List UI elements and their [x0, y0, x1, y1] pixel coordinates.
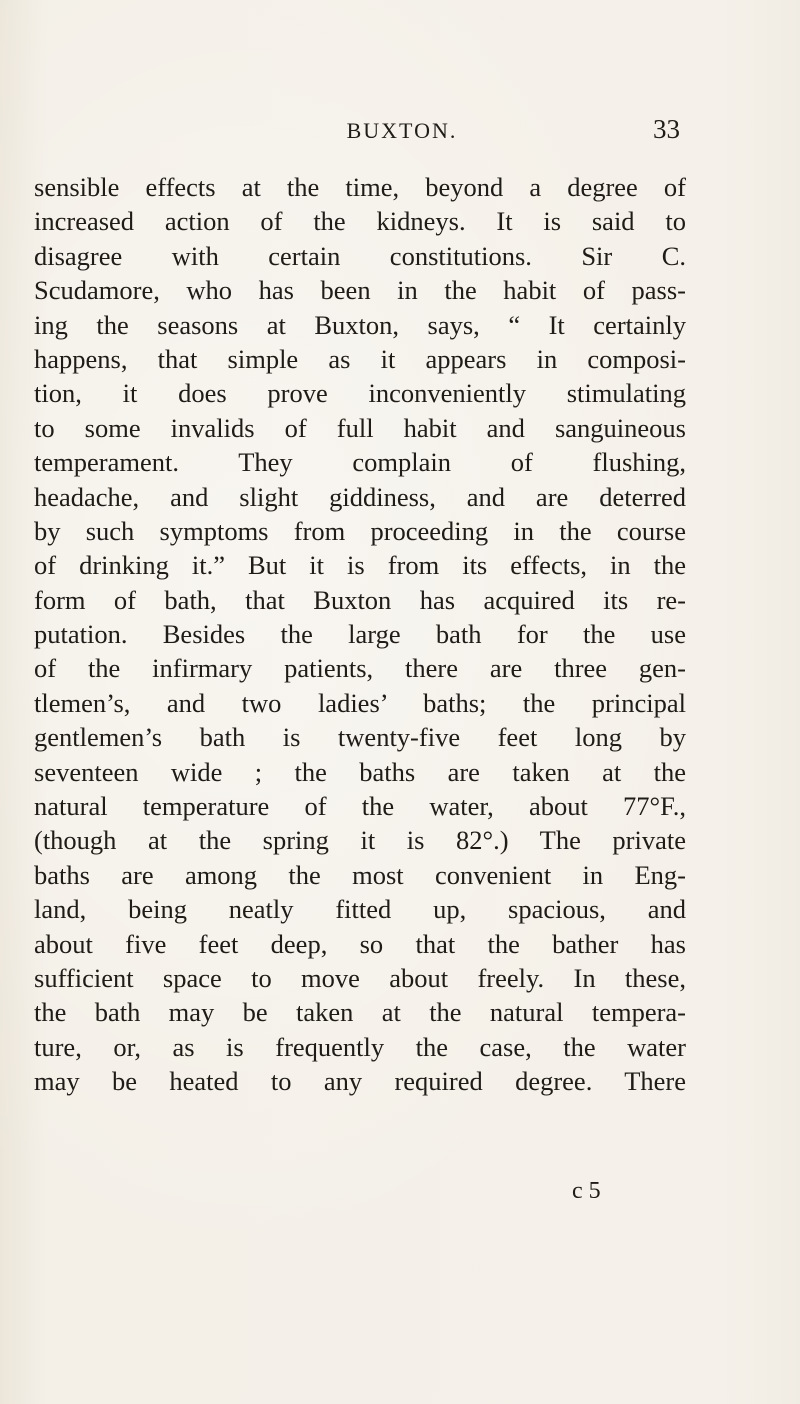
text-line: land, being neatly fitted up, spacious, and: [34, 894, 686, 925]
text-line: gentlemen’s bath is twenty-five feet long by: [34, 722, 686, 753]
text-line: may be heated to any required degree. There: [34, 1066, 686, 1097]
text-line: ture, or, as is frequently the case, the water: [34, 1031, 686, 1062]
page-number: 33: [653, 114, 680, 144]
text-line: of the infirmary patients, there are three gen-: [34, 653, 686, 684]
signature-mark: c 5: [572, 1178, 601, 1204]
text-line: increased action of the kidneys. It is said to: [34, 206, 686, 237]
text-line: sufficient space to move about freely. In these,: [34, 962, 686, 993]
text-line: of drinking it.” But it is from its effects, in the: [34, 550, 686, 581]
text-line: disagree with certain constitutions. Sir C.: [34, 240, 686, 271]
text-line: the bath may be taken at the natural tempera-: [34, 997, 686, 1028]
body-text: [34, 170, 686, 1099]
text-line: natural temperature of the water, about 77°F.,: [34, 791, 686, 822]
text-line: by such symptoms from proceeding in the course: [34, 515, 686, 546]
text-line: to some invalids of full habit and sanguineous: [34, 412, 686, 443]
text-line: Scudamore, who has been in the habit of pass-: [34, 275, 686, 306]
text-line: temperament. They complain of flushing,: [34, 447, 686, 478]
text-line: headache, and slight giddiness, and are deterred: [34, 481, 686, 512]
running-title: BUXTON.: [346, 118, 458, 143]
text-line: tion, it does prove inconveniently stimulating: [34, 378, 686, 409]
text-line: putation. Besides the large bath for the use: [34, 619, 686, 650]
text-line: sensible effects at the time, beyond a degree of: [34, 172, 686, 202]
text-line: tlemen’s, and two ladies’ baths; the principal: [34, 687, 686, 718]
text-line: happens, that simple as it appears in composi-: [34, 343, 686, 374]
text-line: (though at the spring it is 82°.) The private: [34, 825, 686, 856]
text-line: form of bath, that Buxton has acquired its re-: [34, 584, 686, 615]
text-line: about five feet deep, so that the bather has: [34, 928, 686, 959]
text-line: baths are among the most convenient in Eng-: [34, 859, 686, 890]
text-line: seventeen wide ; the baths are taken at the: [34, 756, 686, 787]
text-line: ing the seasons at Buxton, says, “ It certainly: [34, 309, 686, 340]
